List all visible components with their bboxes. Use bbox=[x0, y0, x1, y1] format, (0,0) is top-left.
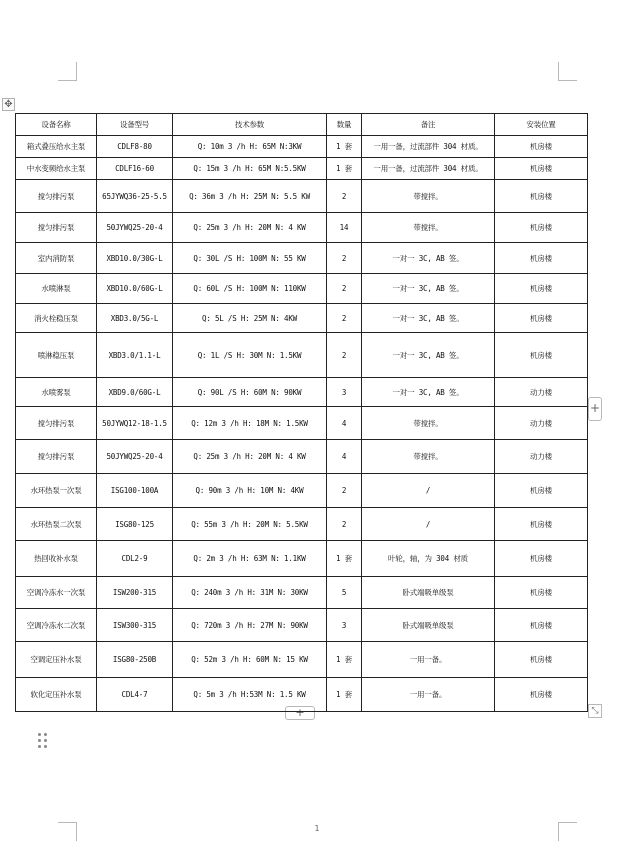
add-row-button[interactable]: + bbox=[285, 706, 315, 720]
cell-quantity: 14 bbox=[327, 213, 362, 243]
crop-mark-top-right bbox=[558, 62, 577, 81]
cell-model: CDL4-7 bbox=[97, 678, 173, 712]
table-row bbox=[16, 378, 588, 407]
cell-quantity: 3 bbox=[327, 378, 362, 407]
cell-technical-params: Q: 10m 3 /h H: 65M N:3KW bbox=[173, 136, 327, 158]
cell-technical-params: Q: 90m 3 /h H: 10M N: 4KW bbox=[173, 474, 327, 508]
cell-technical-params: Q: 90L /S H: 60M N: 90KW bbox=[173, 378, 327, 407]
cell-equipment-name: 消火栓稳压泵 bbox=[16, 304, 97, 333]
cell-technical-params: Q: 25m 3 /h H: 20M N: 4 KW bbox=[173, 213, 327, 243]
cell-model: XBD10.0/30G-L bbox=[97, 243, 173, 274]
header-equipment-name: 设备名称 bbox=[16, 114, 97, 136]
cell-quantity: 2 bbox=[327, 474, 362, 508]
table-row bbox=[16, 577, 588, 609]
table-row bbox=[16, 243, 588, 274]
table-resize-handle-icon[interactable]: ⤡ bbox=[588, 704, 602, 718]
cell-location: 机房楼 bbox=[495, 333, 588, 378]
cell-technical-params: Q: 720m 3 /h H: 27M N: 90KW bbox=[173, 609, 327, 642]
cell-quantity: 2 bbox=[327, 274, 362, 304]
cell-note: 叶轮，轴，为 304 材质 bbox=[362, 541, 495, 577]
cell-equipment-name: 室内消防泵 bbox=[16, 243, 97, 274]
header-location: 安装位置 bbox=[495, 114, 588, 136]
table-row bbox=[16, 508, 588, 541]
cell-note: 一对一 3C, AB 签。 bbox=[362, 378, 495, 407]
cell-technical-params: Q: 1L /S H: 30M N: 1.5KW bbox=[173, 333, 327, 378]
table-row bbox=[16, 407, 588, 440]
cell-quantity: 1 套 bbox=[327, 158, 362, 180]
cell-note: 带搅拌。 bbox=[362, 180, 495, 213]
cell-note: 一对一 3C, AB 签。 bbox=[362, 333, 495, 378]
cell-equipment-name: 热回收补水泵 bbox=[16, 541, 97, 577]
cell-location: 机房楼 bbox=[495, 136, 588, 158]
cell-quantity: 2 bbox=[327, 333, 362, 378]
page-number: 1 bbox=[314, 824, 320, 833]
header-note: 备注 bbox=[362, 114, 495, 136]
cell-technical-params: Q: 52m 3 /h H: 60M N: 15 KW bbox=[173, 642, 327, 678]
cell-equipment-name: 中水变频给水主泵 bbox=[16, 158, 97, 180]
cell-note: 一对一 3C, AB 签。 bbox=[362, 243, 495, 274]
crop-mark-bottom-left bbox=[58, 822, 77, 841]
cell-location: 机房楼 bbox=[495, 180, 588, 213]
cell-note: 一用一备。 bbox=[362, 642, 495, 678]
cell-model: 65JYWQ36-25-5.5 bbox=[97, 180, 173, 213]
table-row bbox=[16, 158, 588, 180]
cell-note: 卧式端吸单级泵 bbox=[362, 577, 495, 609]
cell-note: 带搅拌。 bbox=[362, 440, 495, 474]
crop-mark-top-left bbox=[58, 62, 77, 81]
cell-note: 一用一备，过流部件 304 材质。 bbox=[362, 158, 495, 180]
cell-equipment-name: 水喷淋泵 bbox=[16, 274, 97, 304]
cell-quantity: 5 bbox=[327, 577, 362, 609]
add-column-button[interactable]: + bbox=[588, 397, 602, 421]
table-row bbox=[16, 678, 588, 712]
cell-quantity: 2 bbox=[327, 243, 362, 274]
cell-location: 机房楼 bbox=[495, 508, 588, 541]
cell-model: XBD3.0/1.1-L bbox=[97, 333, 173, 378]
table-row bbox=[16, 440, 588, 474]
drag-grip-icon[interactable] bbox=[38, 733, 48, 749]
header-model: 设备型号 bbox=[97, 114, 173, 136]
cell-location: 机房楼 bbox=[495, 304, 588, 333]
cell-technical-params: Q: 5m 3 /h H:53M N: 1.5 KW bbox=[173, 678, 327, 712]
equipment-table bbox=[15, 113, 588, 712]
cell-location: 动力楼 bbox=[495, 407, 588, 440]
cell-model: 50JYWQ25-20-4 bbox=[97, 440, 173, 474]
cell-location: 机房楼 bbox=[495, 678, 588, 712]
table-row bbox=[16, 136, 588, 158]
cell-technical-params: Q: 5L /S H: 25M N: 4KW bbox=[173, 304, 327, 333]
cell-location: 机房楼 bbox=[495, 158, 588, 180]
cell-equipment-name: 箱式叠压给水主泵 bbox=[16, 136, 97, 158]
table-row bbox=[16, 642, 588, 678]
cell-location: 机房楼 bbox=[495, 213, 588, 243]
cell-technical-params: Q: 2m 3 /h H: 63M N: 1.1KW bbox=[173, 541, 327, 577]
cell-equipment-name: 搅匀排污泵 bbox=[16, 407, 97, 440]
cell-quantity: 4 bbox=[327, 407, 362, 440]
cell-technical-params: Q: 60L /S H: 100M N: 110KW bbox=[173, 274, 327, 304]
cell-equipment-name: 水环热泵一次泵 bbox=[16, 474, 97, 508]
cell-equipment-name: 喷淋稳压泵 bbox=[16, 333, 97, 378]
table-row bbox=[16, 180, 588, 213]
header-quantity: 数量 bbox=[327, 114, 362, 136]
cell-quantity: 1 套 bbox=[327, 136, 362, 158]
cell-location: 机房楼 bbox=[495, 609, 588, 642]
cell-equipment-name: 水环热泵二次泵 bbox=[16, 508, 97, 541]
cell-model: 50JYWQ25-20-4 bbox=[97, 213, 173, 243]
cell-note: 一用一备，过流部件 304 材质。 bbox=[362, 136, 495, 158]
cell-model: CDLF16-60 bbox=[97, 158, 173, 180]
cell-note: 带搅拌。 bbox=[362, 407, 495, 440]
cell-location: 机房楼 bbox=[495, 474, 588, 508]
cell-location: 机房楼 bbox=[495, 541, 588, 577]
table-move-handle-icon[interactable]: ✥ bbox=[2, 98, 15, 111]
cell-location: 机房楼 bbox=[495, 243, 588, 274]
cell-technical-params: Q: 30L /S H: 100M N: 55 KW bbox=[173, 243, 327, 274]
cell-note: 卧式端吸单级泵 bbox=[362, 609, 495, 642]
cell-location: 动力楼 bbox=[495, 378, 588, 407]
cell-model: ISW200-315 bbox=[97, 577, 173, 609]
cell-technical-params: Q: 36m 3 /h H: 25M N: 5.5 KW bbox=[173, 180, 327, 213]
cell-model: XBD10.0/60G-L bbox=[97, 274, 173, 304]
cell-technical-params: Q: 15m 3 /h H: 65M N:5.5KW bbox=[173, 158, 327, 180]
cell-location: 动力楼 bbox=[495, 440, 588, 474]
header-technical-params: 技术参数 bbox=[173, 114, 327, 136]
cell-model: ISG80-250B bbox=[97, 642, 173, 678]
cell-model: CDLF8-80 bbox=[97, 136, 173, 158]
cell-quantity: 4 bbox=[327, 440, 362, 474]
table-row bbox=[16, 304, 588, 333]
cell-quantity: 1 套 bbox=[327, 541, 362, 577]
cell-technical-params: Q: 55m 3 /h H: 20M N: 5.5KW bbox=[173, 508, 327, 541]
cell-technical-params: Q: 240m 3 /h H: 31M N: 30KW bbox=[173, 577, 327, 609]
cell-model: CDL2-9 bbox=[97, 541, 173, 577]
cell-model: XBD9.0/60G-L bbox=[97, 378, 173, 407]
cell-equipment-name: 水喷雾泵 bbox=[16, 378, 97, 407]
cell-quantity: 1 套 bbox=[327, 642, 362, 678]
cell-note: / bbox=[362, 508, 495, 541]
cell-technical-params: Q: 25m 3 /h H: 20M N: 4 KW bbox=[173, 440, 327, 474]
cell-technical-params: Q: 12m 3 /h H: 18M N: 1.5KW bbox=[173, 407, 327, 440]
cell-equipment-name: 搅匀排污泵 bbox=[16, 213, 97, 243]
cell-note: 一对一 3C, AB 签。 bbox=[362, 304, 495, 333]
cell-equipment-name: 空调定压补水泵 bbox=[16, 642, 97, 678]
cell-note: 一用一备。 bbox=[362, 678, 495, 712]
cell-equipment-name: 空调冷冻水一次泵 bbox=[16, 577, 97, 609]
cell-note: 一对一 3C, AB 签。 bbox=[362, 274, 495, 304]
table-header-row bbox=[16, 114, 588, 136]
cell-model: 50JYWQ12-18-1.5 bbox=[97, 407, 173, 440]
cell-location: 机房楼 bbox=[495, 577, 588, 609]
cell-quantity: 2 bbox=[327, 304, 362, 333]
cell-model: XBD3.0/5G-L bbox=[97, 304, 173, 333]
cell-quantity: 3 bbox=[327, 609, 362, 642]
table-row bbox=[16, 609, 588, 642]
table-row bbox=[16, 274, 588, 304]
cell-location: 机房楼 bbox=[495, 642, 588, 678]
cell-quantity: 1 套 bbox=[327, 678, 362, 712]
cell-equipment-name: 搅匀排污泵 bbox=[16, 180, 97, 213]
cell-quantity: 2 bbox=[327, 508, 362, 541]
table-row bbox=[16, 541, 588, 577]
cell-model: ISW300-315 bbox=[97, 609, 173, 642]
table-row bbox=[16, 474, 588, 508]
cell-quantity: 2 bbox=[327, 180, 362, 213]
table-row bbox=[16, 213, 588, 243]
crop-mark-bottom-right bbox=[558, 822, 577, 841]
cell-model: ISG100-100A bbox=[97, 474, 173, 508]
cell-equipment-name: 搅匀排污泵 bbox=[16, 440, 97, 474]
cell-equipment-name: 空调冷冻水二次泵 bbox=[16, 609, 97, 642]
cell-location: 机房楼 bbox=[495, 274, 588, 304]
cell-note: / bbox=[362, 474, 495, 508]
table-row bbox=[16, 333, 588, 378]
cell-model: ISG80-125 bbox=[97, 508, 173, 541]
cell-note: 带搅拌。 bbox=[362, 213, 495, 243]
cell-equipment-name: 软化定压补水泵 bbox=[16, 678, 97, 712]
